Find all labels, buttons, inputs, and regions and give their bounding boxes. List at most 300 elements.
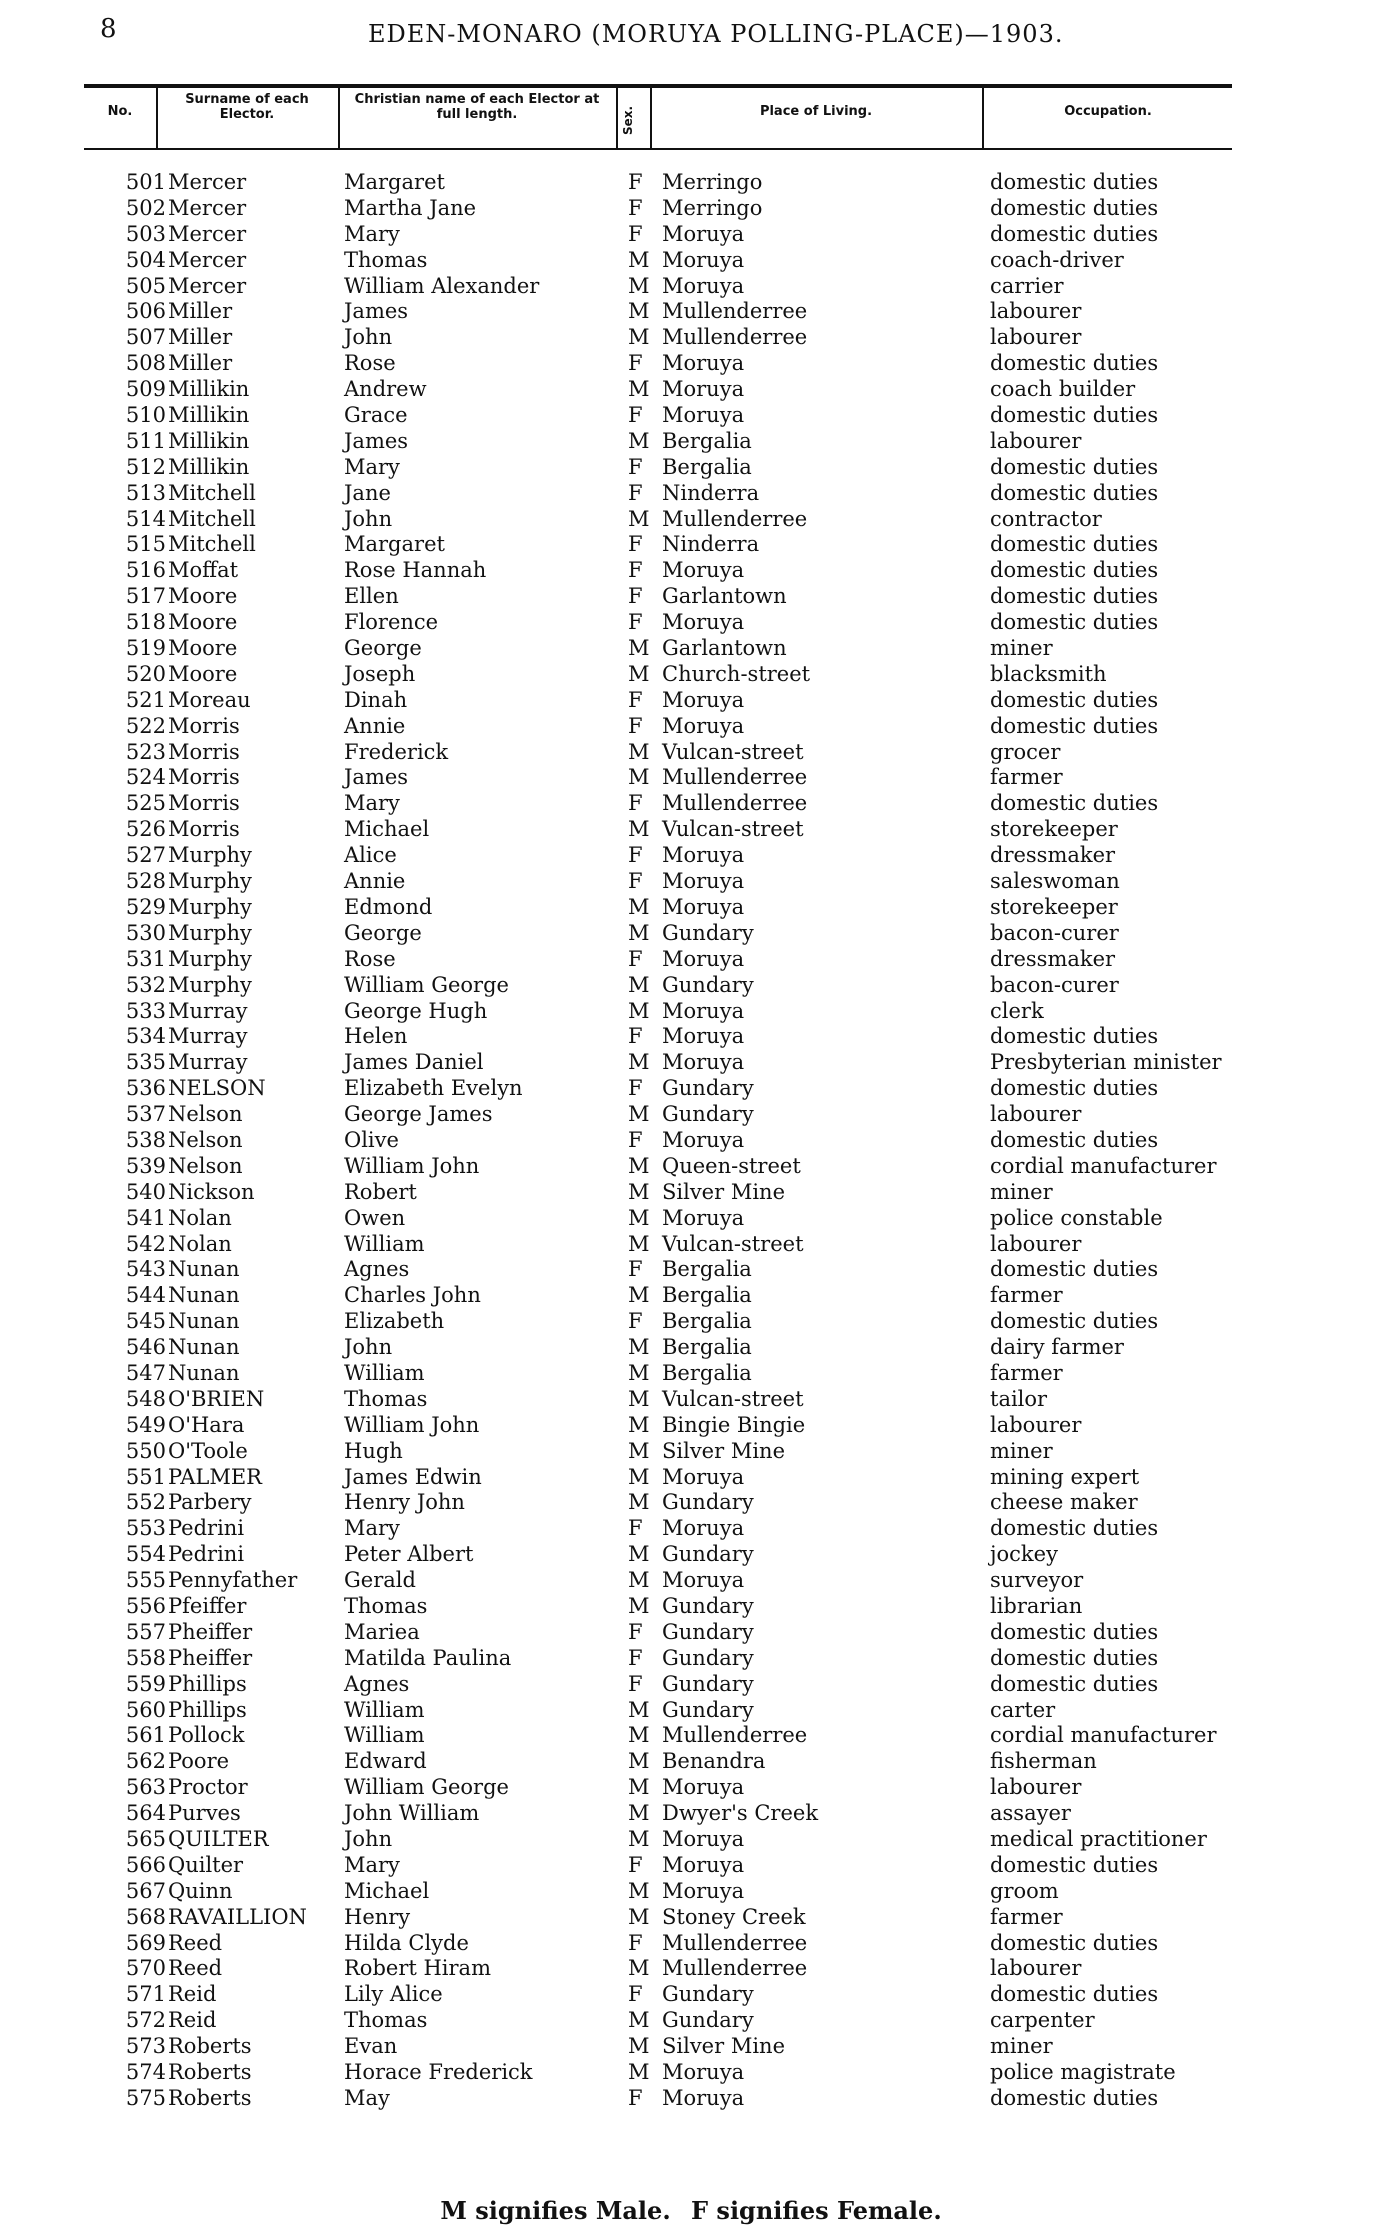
elector-occupation: storekeeper — [990, 894, 1118, 919]
elector-occupation: mining expert — [990, 1464, 1140, 1489]
elector-occupation: bacon-curer — [990, 972, 1119, 997]
elector-place: Moruya — [662, 247, 745, 272]
table-row — [0, 1982, 1382, 2008]
table-row — [0, 1853, 1382, 1879]
elector-place: Benandra — [662, 1749, 766, 1774]
elector-occupation: librarian — [990, 1593, 1083, 1618]
elector-christian-name: Elizabeth Evelyn — [344, 1076, 523, 1101]
table-row — [0, 1050, 1382, 1076]
elector-number: 530 — [125, 920, 166, 945]
elector-number: 556 — [125, 1593, 166, 1618]
elector-place: Vulcan-street — [662, 1231, 804, 1256]
elector-occupation: domestic duties — [990, 713, 1159, 738]
elector-surname: Pedrini — [168, 1516, 245, 1541]
table-row — [0, 507, 1382, 533]
elector-number: 549 — [125, 1412, 166, 1437]
table-row — [0, 1931, 1382, 1957]
elector-sex: M — [628, 1205, 650, 1230]
elector-place: Moruya — [662, 2085, 745, 2110]
elector-number: 554 — [125, 1542, 166, 1567]
elector-sex: M — [628, 739, 650, 764]
table-row — [0, 1439, 1382, 1465]
elector-christian-name: Grace — [344, 403, 408, 428]
elector-christian-name: Hugh — [344, 1438, 403, 1463]
elector-christian-name: Michael — [344, 1878, 430, 1903]
elector-surname: Murphy — [168, 946, 252, 971]
elector-occupation: groom — [990, 1878, 1059, 1903]
elector-surname: Poore — [168, 1749, 230, 1774]
elector-surname: Murray — [168, 1024, 248, 1049]
elector-occupation: saleswoman — [990, 869, 1120, 894]
table-row — [0, 688, 1382, 714]
table-row — [0, 1154, 1382, 1180]
elector-surname: Nelson — [168, 1102, 243, 1127]
elector-sex: M — [628, 1593, 650, 1618]
elector-occupation: cordial manufacturer — [990, 1723, 1217, 1748]
elector-surname: Quinn — [168, 1878, 233, 1903]
elector-place: Moruya — [662, 1464, 745, 1489]
elector-christian-name: Alice — [344, 843, 397, 868]
elector-occupation: medical practitioner — [990, 1827, 1207, 1851]
elector-surname: Murphy — [168, 843, 252, 868]
elector-number: 522 — [125, 713, 166, 738]
elector-place: Bergalia — [662, 428, 752, 453]
elector-number: 560 — [125, 1697, 166, 1722]
elector-number: 540 — [125, 1179, 166, 1204]
elector-occupation: labourer — [990, 1775, 1082, 1800]
elector-christian-name: Michael — [344, 817, 430, 842]
elector-christian-name: Margaret — [344, 532, 445, 557]
elector-surname: Mercer — [168, 221, 247, 246]
elector-occupation: domestic duties — [990, 351, 1159, 376]
elector-number: 572 — [125, 2008, 166, 2033]
elector-occupation: domestic duties — [990, 610, 1159, 635]
elector-occupation: domestic duties — [990, 221, 1159, 246]
elector-christian-name: William George — [344, 972, 509, 997]
elector-place: Mullenderree — [662, 791, 808, 816]
elector-place: Moruya — [662, 1205, 745, 1230]
elector-occupation: domestic duties — [990, 1982, 1159, 2007]
table-row — [0, 299, 1382, 325]
table-row — [0, 999, 1382, 1025]
elector-christian-name: Thomas — [344, 247, 428, 272]
elector-sex: M — [628, 325, 650, 350]
elector-occupation: labourer — [990, 1412, 1082, 1437]
table-row — [0, 662, 1382, 688]
elector-number: 533 — [125, 998, 166, 1023]
table-row — [0, 1698, 1382, 1724]
elector-sex: M — [628, 1412, 650, 1437]
elector-christian-name: Mary — [344, 454, 400, 479]
elector-place: Bergalia — [662, 1335, 752, 1360]
elector-sex: M — [628, 1568, 650, 1593]
elector-occupation: dairy farmer — [990, 1335, 1124, 1360]
elector-christian-name: James — [344, 765, 409, 790]
elector-occupation: domestic duties — [990, 1930, 1159, 1955]
table-row — [0, 1775, 1382, 1801]
elector-surname: Murphy — [168, 894, 252, 919]
elector-place: Silver Mine — [662, 1438, 785, 1463]
elector-number: 567 — [125, 1878, 166, 1903]
elector-occupation: miner — [990, 1179, 1053, 1204]
elector-place: Ninderra — [662, 532, 760, 557]
elector-number: 516 — [125, 558, 166, 583]
elector-christian-name: Robert Hiram — [344, 1956, 491, 1981]
elector-sex: M — [628, 636, 650, 661]
elector-occupation: domestic duties — [990, 687, 1159, 712]
table-row — [0, 765, 1382, 791]
table-row — [0, 584, 1382, 610]
elector-place: Moruya — [662, 1024, 745, 1049]
elector-sex: M — [628, 972, 650, 997]
elector-christian-name: William — [344, 1360, 425, 1385]
table-row — [0, 1542, 1382, 1568]
elector-occupation: domestic duties — [990, 170, 1159, 194]
elector-place: Moruya — [662, 273, 745, 298]
elector-sex: F — [628, 791, 643, 816]
elector-occupation: cordial manufacturer — [990, 1153, 1217, 1178]
elector-sex: F — [628, 1671, 643, 1696]
table-row — [0, 714, 1382, 740]
elector-christian-name: John — [344, 1827, 393, 1851]
elector-number: 526 — [125, 817, 166, 842]
elector-surname: Nelson — [168, 1127, 243, 1152]
elector-sex: M — [628, 765, 650, 790]
elector-sex: F — [628, 1309, 643, 1334]
elector-number: 506 — [125, 299, 166, 324]
elector-christian-name: Martha Jane — [344, 195, 477, 220]
elector-christian-name: Evan — [344, 2034, 398, 2059]
elector-christian-name: Thomas — [344, 1593, 428, 1618]
elector-surname: Morris — [168, 791, 240, 816]
elector-number: 507 — [125, 325, 166, 350]
table-row — [0, 610, 1382, 636]
elector-place: Moruya — [662, 351, 745, 376]
elector-christian-name: Ellen — [344, 584, 399, 609]
elector-surname: Nunan — [168, 1309, 240, 1334]
elector-surname: Murray — [168, 998, 248, 1023]
elector-christian-name: Florence — [344, 610, 439, 635]
elector-christian-name: Hilda Clyde — [344, 1930, 469, 1955]
table-row — [0, 947, 1382, 973]
elector-occupation: domestic duties — [990, 584, 1159, 609]
elector-place: Gundary — [662, 1671, 754, 1696]
elector-occupation: jockey — [990, 1542, 1058, 1567]
elector-surname: O'BRIEN — [168, 1386, 265, 1411]
elector-sex: M — [628, 1490, 650, 1515]
elector-christian-name: Charles John — [344, 1283, 481, 1308]
elector-christian-name: George — [344, 920, 422, 945]
table-row — [0, 843, 1382, 869]
table-row — [0, 1568, 1382, 1594]
column-divider — [982, 88, 984, 148]
elector-occupation: labourer — [990, 1231, 1082, 1256]
elector-surname: Millikin — [168, 377, 250, 402]
elector-surname: Moore — [168, 610, 238, 635]
elector-christian-name: Matilda Paulina — [344, 1645, 512, 1670]
elector-surname: Morris — [168, 817, 240, 842]
elector-sex: F — [628, 195, 643, 220]
elector-surname: Mercer — [168, 273, 247, 298]
elector-christian-name: Lily Alice — [344, 1982, 443, 2007]
table-row — [0, 196, 1382, 222]
column-divider — [156, 88, 158, 148]
table-row — [0, 274, 1382, 300]
elector-occupation: domestic duties — [990, 1127, 1159, 1152]
elector-occupation: carrier — [990, 273, 1064, 298]
elector-sex: F — [628, 1852, 643, 1877]
elector-sex: M — [628, 1723, 650, 1748]
elector-number: 557 — [125, 1619, 166, 1644]
elector-christian-name: George James — [344, 1102, 493, 1127]
elector-christian-name: James — [344, 428, 409, 453]
table-row — [0, 1749, 1382, 1775]
elector-place: Moruya — [662, 843, 745, 868]
elector-surname: Miller — [168, 351, 233, 376]
elector-surname: Millikin — [168, 403, 250, 428]
table-row — [0, 1516, 1382, 1542]
header-rule-bottom — [84, 148, 1232, 150]
elector-sex: M — [628, 1179, 650, 1204]
elector-number: 573 — [125, 2034, 166, 2059]
elector-christian-name: Agnes — [344, 1671, 410, 1696]
elector-christian-name: Mary — [344, 1852, 400, 1877]
elector-number: 548 — [125, 1386, 166, 1411]
elector-number: 545 — [125, 1309, 166, 1334]
elector-occupation: miner — [990, 1438, 1053, 1463]
elector-surname: Nelson — [168, 1153, 243, 1178]
column-header-surname: Surname of each Elector. — [185, 92, 309, 122]
elector-surname: Reid — [168, 2008, 217, 2033]
elector-number: 517 — [125, 584, 166, 609]
elector-place: Gundary — [662, 920, 754, 945]
elector-place: Dwyer's Creek — [662, 1801, 819, 1826]
elector-occupation: domestic duties — [990, 1024, 1159, 1049]
elector-occupation: tailor — [990, 1386, 1048, 1411]
elector-occupation: domestic duties — [990, 791, 1159, 816]
elector-surname: Moore — [168, 661, 238, 686]
elector-number: 565 — [125, 1827, 166, 1851]
elector-sex: F — [628, 1930, 643, 1955]
table-row — [0, 1361, 1382, 1387]
elector-place: Moruya — [662, 2060, 745, 2085]
table-row — [0, 817, 1382, 843]
elector-place: Moruya — [662, 403, 745, 428]
elector-sex: M — [628, 998, 650, 1023]
table-row — [0, 636, 1382, 662]
elector-sex: M — [628, 299, 650, 324]
elector-christian-name: Dinah — [344, 687, 408, 712]
elector-number: 571 — [125, 1982, 166, 2007]
elector-place: Moruya — [662, 1568, 745, 1593]
elector-sex: M — [628, 894, 650, 919]
elector-christian-name: William George — [344, 1775, 509, 1800]
elector-number: 563 — [125, 1775, 166, 1800]
elector-christian-name: John — [344, 1335, 393, 1360]
table-row — [0, 351, 1382, 377]
elector-number: 521 — [125, 687, 166, 712]
elector-place: Gundary — [662, 1490, 754, 1515]
elector-number: 525 — [125, 791, 166, 816]
table-row — [0, 377, 1382, 403]
elector-place: Bergalia — [662, 454, 752, 479]
elector-surname: Murphy — [168, 920, 252, 945]
elector-sex: M — [628, 920, 650, 945]
elector-place: Gundary — [662, 1102, 754, 1127]
elector-christian-name: William John — [344, 1412, 480, 1437]
elector-sex: F — [628, 351, 643, 376]
elector-sex: F — [628, 1516, 643, 1541]
table-row — [0, 2060, 1382, 2086]
table-row — [0, 1283, 1382, 1309]
elector-surname: Miller — [168, 299, 233, 324]
elector-place: Silver Mine — [662, 2034, 785, 2059]
elector-occupation: domestic duties — [990, 195, 1159, 220]
elector-christian-name: Annie — [344, 713, 406, 738]
elector-christian-name: John — [344, 506, 393, 531]
elector-place: Vulcan-street — [662, 739, 804, 764]
elector-surname: Nolan — [168, 1231, 232, 1256]
elector-sex: M — [628, 1283, 650, 1308]
elector-place: Gundary — [662, 1619, 754, 1644]
table-row — [0, 429, 1382, 455]
elector-occupation: domestic duties — [990, 480, 1159, 505]
elector-place: Moruya — [662, 1775, 745, 1800]
elector-sex: M — [628, 817, 650, 842]
elector-surname: Pennyfather — [168, 1568, 298, 1593]
elector-christian-name: Mary — [344, 791, 400, 816]
elector-sex: F — [628, 403, 643, 428]
elector-sex: M — [628, 1386, 650, 1411]
table-row — [0, 1879, 1382, 1905]
elector-surname: Phillips — [168, 1697, 247, 1722]
elector-christian-name: William — [344, 1231, 425, 1256]
elector-christian-name: Helen — [344, 1024, 408, 1049]
table-row — [0, 1387, 1382, 1413]
elector-place: Bergalia — [662, 1360, 752, 1385]
elector-sex: F — [628, 687, 643, 712]
elector-place: Moruya — [662, 1127, 745, 1152]
elector-sex: M — [628, 377, 650, 402]
table-row — [0, 1905, 1382, 1931]
elector-occupation: domestic duties — [990, 454, 1159, 479]
elector-occupation: miner — [990, 2034, 1053, 2059]
elector-occupation: coach-driver — [990, 247, 1124, 272]
elector-number: 543 — [125, 1257, 166, 1282]
column-divider — [338, 88, 340, 148]
elector-place: Mullenderree — [662, 1956, 808, 1981]
elector-number: 528 — [125, 869, 166, 894]
table-row — [0, 1076, 1382, 1102]
elector-surname: RAVAILLION — [168, 1904, 307, 1929]
table-row — [0, 1801, 1382, 1827]
elector-surname: Roberts — [168, 2060, 252, 2085]
legend-female: F signifies Female. — [691, 2196, 942, 2225]
elector-christian-name: Owen — [344, 1205, 406, 1230]
elector-place: Moruya — [662, 713, 745, 738]
elector-number: 514 — [125, 506, 166, 531]
elector-place: Mullenderree — [662, 1723, 808, 1748]
elector-sex: M — [628, 1102, 650, 1127]
elector-surname: O'Toole — [168, 1438, 248, 1463]
elector-occupation: assayer — [990, 1801, 1071, 1826]
elector-surname: Morris — [168, 739, 240, 764]
elector-number: 569 — [125, 1930, 166, 1955]
elector-place: Moruya — [662, 687, 745, 712]
table-row — [0, 248, 1382, 274]
elector-surname: Nickson — [168, 1179, 255, 1204]
elector-sex: F — [628, 843, 643, 868]
elector-occupation: cheese maker — [990, 1490, 1138, 1515]
elector-number: 562 — [125, 1749, 166, 1774]
elector-sex: M — [628, 1335, 650, 1360]
elector-christian-name: William John — [344, 1153, 480, 1178]
elector-christian-name: Olive — [344, 1127, 399, 1152]
elector-christian-name: Andrew — [344, 377, 427, 402]
elector-christian-name: Frederick — [344, 739, 449, 764]
column-header-christian-name: Christian name of each Elector at full length. — [354, 92, 600, 122]
elector-christian-name: Henry — [344, 1904, 411, 1929]
table-row — [0, 170, 1382, 196]
elector-number: 546 — [125, 1335, 166, 1360]
table-row — [0, 1180, 1382, 1206]
elector-christian-name: James — [344, 299, 409, 324]
table-row — [0, 1465, 1382, 1491]
elector-occupation: farmer — [990, 1360, 1063, 1385]
elector-surname: Pedrini — [168, 1542, 245, 1567]
elector-place: Gundary — [662, 1542, 754, 1567]
elector-sex: M — [628, 428, 650, 453]
elector-sex: F — [628, 2085, 643, 2110]
elector-christian-name: Rose Hannah — [344, 558, 487, 583]
elector-number: 505 — [125, 273, 166, 298]
table-row — [0, 1024, 1382, 1050]
elector-sex: M — [628, 1231, 650, 1256]
elector-surname: Phillips — [168, 1671, 247, 1696]
elector-number: 518 — [125, 610, 166, 635]
elector-sex: F — [628, 1645, 643, 1670]
elector-occupation: police constable — [990, 1205, 1163, 1230]
elector-surname: Pfeiffer — [168, 1593, 247, 1618]
elector-occupation: domestic duties — [990, 403, 1159, 428]
elector-christian-name: Edmond — [344, 894, 433, 919]
elector-surname: NELSON — [168, 1076, 266, 1101]
elector-place: Bingie Bingie — [662, 1412, 806, 1437]
elector-occupation: domestic duties — [990, 1309, 1159, 1334]
table-row — [0, 325, 1382, 351]
elector-number: 501 — [125, 170, 166, 194]
elector-occupation: coach builder — [990, 377, 1136, 402]
elector-sex: M — [628, 1464, 650, 1489]
elector-surname: Proctor — [168, 1775, 248, 1800]
elector-christian-name: Gerald — [344, 1568, 416, 1593]
elector-occupation: police magistrate — [990, 2060, 1176, 2085]
elector-occupation: blacksmith — [990, 661, 1107, 686]
elector-surname: Miller — [168, 325, 233, 350]
elector-occupation: contractor — [990, 506, 1102, 531]
elector-sex: F — [628, 1127, 643, 1152]
elector-occupation: labourer — [990, 299, 1082, 324]
elector-number: 532 — [125, 972, 166, 997]
page-title: EDEN-MONARO (MORUYA POLLING-PLACE)—1903. — [368, 20, 1064, 48]
table-row — [0, 973, 1382, 999]
table-row — [0, 1128, 1382, 1154]
table-row — [0, 1723, 1382, 1749]
table-row — [0, 2034, 1382, 2060]
elector-occupation: carter — [990, 1697, 1056, 1722]
elector-sex: M — [628, 2060, 650, 2085]
elector-surname: Nolan — [168, 1205, 232, 1230]
